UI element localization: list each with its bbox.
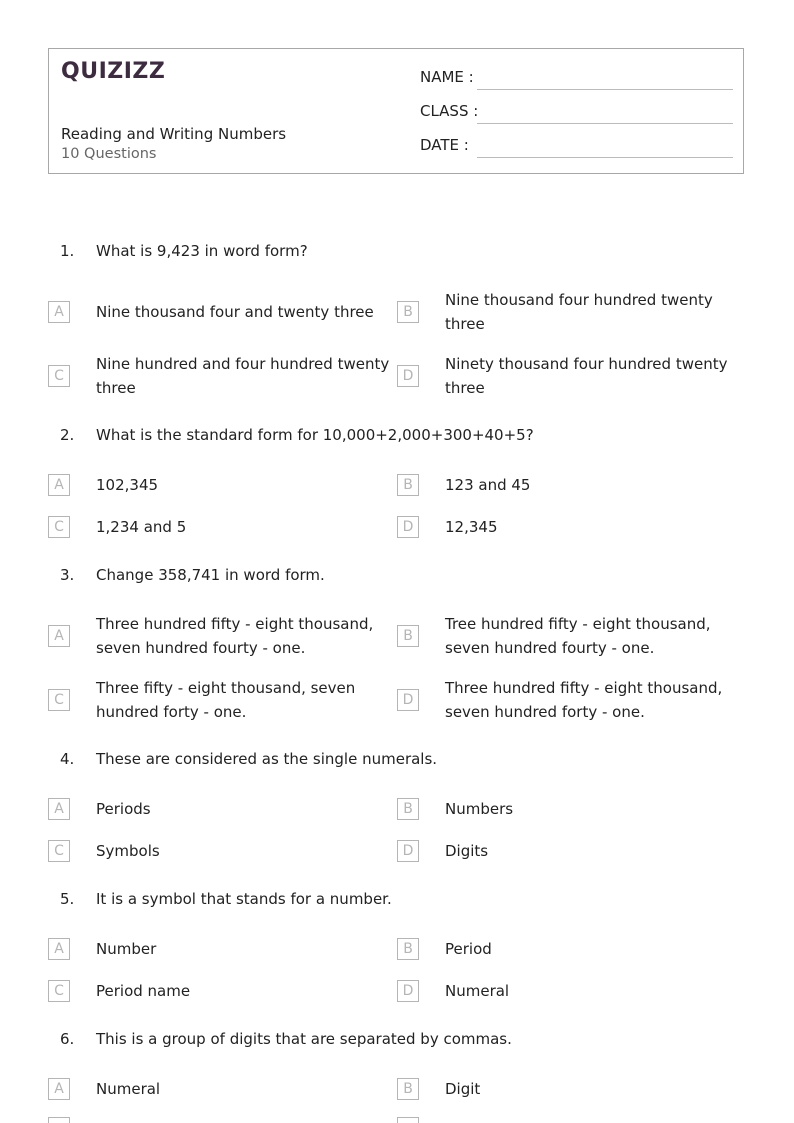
question-text: It is a symbol that stands for a number. xyxy=(96,890,392,908)
question-count: 10 Questions xyxy=(61,146,157,162)
class-label: CLASS : xyxy=(420,102,479,120)
question-text: Change 358,741 in word form. xyxy=(96,566,325,584)
option-letter-box[interactable]: A xyxy=(48,938,70,960)
question-text: What is the standard form for 10,000+2,000+300+40+5? xyxy=(96,426,534,444)
option-text: Nine thousand four hundred twenty three xyxy=(445,291,713,333)
option-letter-box[interactable]: C xyxy=(48,980,70,1002)
question-text: This is a group of digits that are separated by commas. xyxy=(96,1030,512,1048)
option-text: Periods xyxy=(96,800,151,818)
option-text: Period xyxy=(445,940,492,958)
worksheet-title: Reading and Writing Numbers xyxy=(61,125,287,143)
option-letter-box[interactable]: A xyxy=(48,625,70,647)
option-text: 1,234 and 5 xyxy=(96,518,187,536)
option-text: Numbers xyxy=(445,800,514,818)
option-text: 12,345 xyxy=(445,518,498,536)
option-text: Numeral xyxy=(445,982,510,1000)
option-letter-box[interactable]: B xyxy=(397,1078,419,1100)
option-text: Number xyxy=(96,940,157,958)
option-letter-box[interactable]: A xyxy=(48,301,70,323)
question-number: 3. xyxy=(60,566,75,584)
question-text: These are considered as the single numerals. xyxy=(96,750,438,768)
option-letter-box[interactable]: C xyxy=(48,516,70,538)
option-letter-box[interactable]: D xyxy=(397,516,419,538)
option-text: Numeral xyxy=(96,1080,161,1098)
option-letter-box[interactable]: B xyxy=(397,798,419,820)
option-text: Ninety thousand four hundred twenty three xyxy=(445,355,728,397)
option-text: Period name xyxy=(96,982,191,1000)
option-letter-box-partial[interactable] xyxy=(397,1117,419,1123)
option-text: Digits xyxy=(445,842,489,860)
option-letter-box[interactable]: D xyxy=(397,840,419,862)
option-letter-box[interactable]: D xyxy=(397,689,419,711)
option-text: Digit xyxy=(445,1080,481,1098)
option-letter-box[interactable]: C xyxy=(48,365,70,387)
date-field[interactable] xyxy=(477,157,733,158)
option-text: 102,345 xyxy=(96,476,159,494)
option-letter-box[interactable]: B xyxy=(397,625,419,647)
quizizz-logo: QUIZIZZ xyxy=(61,59,166,84)
option-letter-box[interactable]: A xyxy=(48,798,70,820)
option-text: Nine thousand four and twenty three xyxy=(96,303,374,321)
option-letter-box-partial[interactable] xyxy=(48,1117,70,1123)
question-number: 6. xyxy=(60,1030,75,1048)
option-text: Three hundred fifty - eight thousand, seven hundred forty - one. xyxy=(445,679,723,721)
question-text: What is 9,423 in word form? xyxy=(96,242,308,260)
question-number: 4. xyxy=(60,750,75,768)
option-letter-box[interactable]: C xyxy=(48,840,70,862)
name-field[interactable] xyxy=(477,89,733,90)
option-letter-box[interactable]: B xyxy=(397,938,419,960)
option-letter-box[interactable]: D xyxy=(397,365,419,387)
option-letter-box[interactable]: D xyxy=(397,980,419,1002)
option-letter-box[interactable]: A xyxy=(48,474,70,496)
option-letter-box[interactable]: B xyxy=(397,301,419,323)
option-text: Three fifty - eight thousand, seven hundred forty - one. xyxy=(96,679,356,721)
question-number: 5. xyxy=(60,890,75,908)
date-label: DATE : xyxy=(420,136,469,154)
question-number: 1. xyxy=(60,242,75,260)
option-text: Three hundred fifty - eight thousand, seven hundred fourty - one. xyxy=(96,615,374,657)
option-letter-box[interactable]: C xyxy=(48,689,70,711)
option-text: Nine hundred and four hundred twenty three xyxy=(96,355,390,397)
option-letter-box[interactable]: A xyxy=(48,1078,70,1100)
option-text: Tree hundred fifty - eight thousand, seven hundred fourty - one. xyxy=(445,615,711,657)
option-text: 123 and 45 xyxy=(445,476,531,494)
option-text: Symbols xyxy=(96,842,160,860)
option-letter-box[interactable]: B xyxy=(397,474,419,496)
class-field[interactable] xyxy=(477,123,733,124)
question-number: 2. xyxy=(60,426,75,444)
name-label: NAME : xyxy=(420,68,474,86)
worksheet-header xyxy=(48,48,744,174)
